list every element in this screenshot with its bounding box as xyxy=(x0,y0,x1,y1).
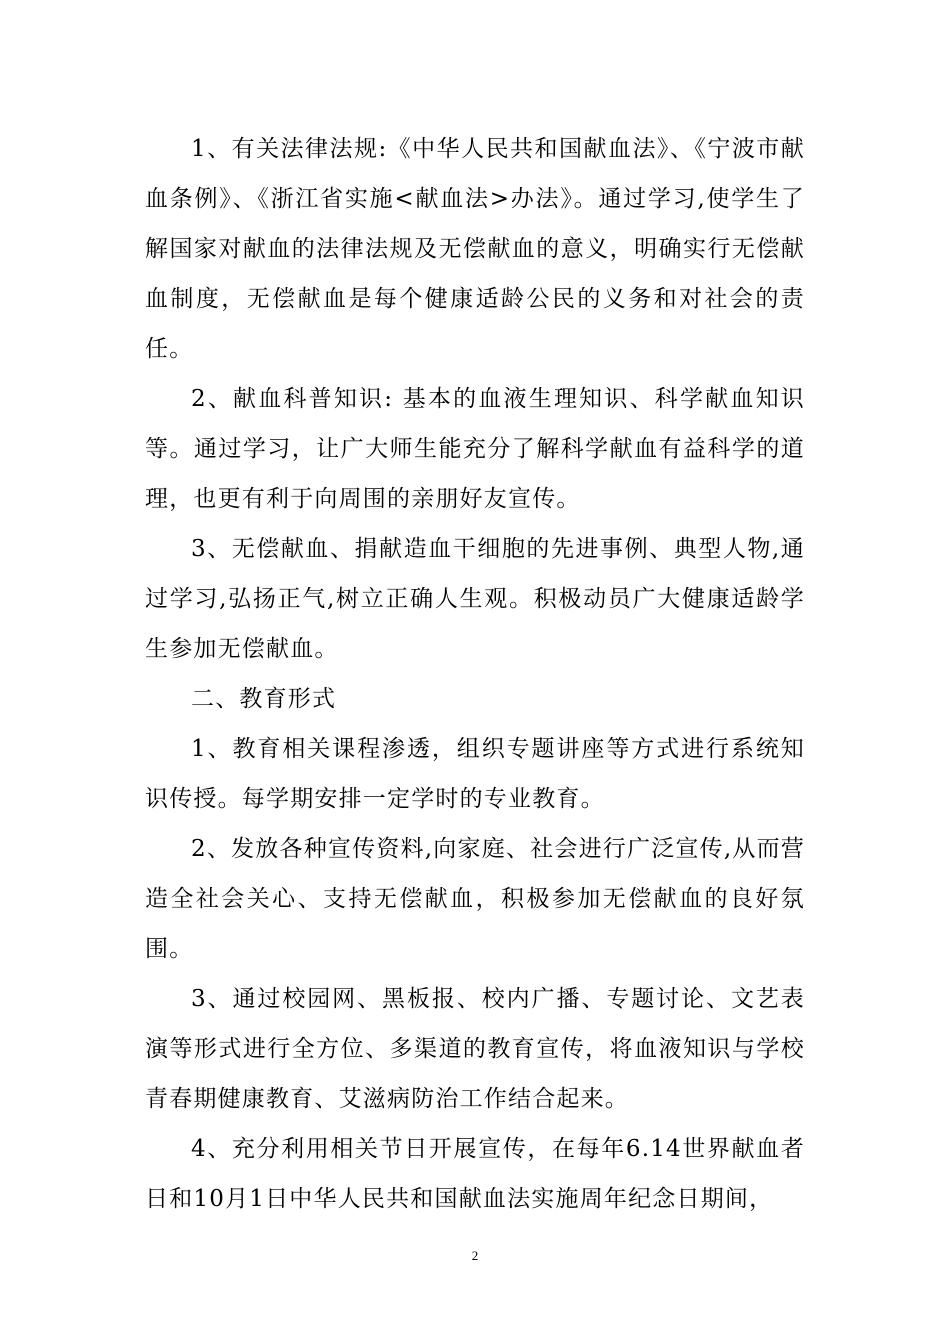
paragraph-exemplary-cases: 3、无偿献血、捐献造血干细胞的先进事例、典型人物,通过学习,弘扬正气,树立正确人生观。积极动员广大健康适龄学生参加无偿献血。 xyxy=(145,536,805,662)
paragraph-science-knowledge: 2、献血科普知识: 基本的血液生理知识、科学献血知识等。通过学习，让广大师生能充分了解科学献血有益科学的道理，也更有利于向周围的亲朋好友宣传。 xyxy=(145,386,805,512)
document-body xyxy=(145,124,805,1224)
paragraph-campus-channels: 3、通过校园网、黑板报、校内广播、专题讨论、文艺表演等形式进行全方位、多渠道的教育宣传，将血液知识与学校青春期健康教育、艾滋病防治工作结合起来。 xyxy=(145,986,805,1112)
paragraph-laws: 1、有关法律法规:《中华人民共和国献血法》、《宁波市献血条例》、《浙江省实施<献血法>办法》。通过学习,使学生了解国家对献血的法律法规及无偿献血的意义，明确实行无偿献血制度，无偿献血是每个健康适龄公民的义务和对社会的责任。 xyxy=(145,136,805,362)
paragraph-festival-promotion: 4、充分利用相关节日开展宣传，在每年6.14世界献血者日和10月1日中华人民共和国献血法实施周年纪念日期间， xyxy=(145,1136,805,1212)
paragraph-course-integration: 1、教育相关课程渗透，组织专题讲座等方式进行系统知识传授。每学期安排一定学时的专业教育。 xyxy=(145,736,805,812)
section-heading-education-forms: 二、教育形式 xyxy=(191,686,337,712)
page-number: 2 xyxy=(471,1248,479,1263)
paragraph-promotional-materials: 2、发放各种宣传资料,向家庭、社会进行广泛宣传,从而营造全社会关心、支持无偿献血，积极参加无偿献血的良好氛围。 xyxy=(145,836,805,962)
